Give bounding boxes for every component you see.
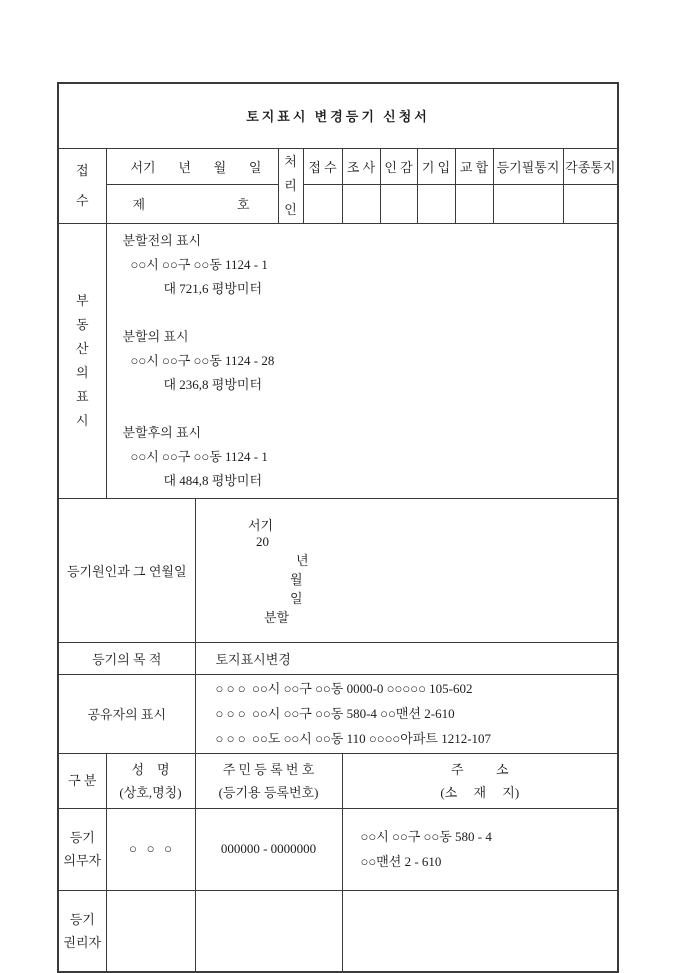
process-cell-entry (417, 184, 455, 223)
coowner-lines (196, 676, 618, 751)
coowner-line: ○ ○ ○ ○○시 ○○구 ○○동 580-4 ○○맨션 2-610 (215, 706, 455, 721)
number-suffix-label: 호 (236, 197, 250, 212)
header-registration-number: 주 민 등 록 번 호 (등기용 등록번호) (195, 753, 342, 808)
post-division-area: 대 484,8 평방미터 (163, 472, 263, 488)
cause-year-number: 20 (256, 533, 269, 549)
pre-division-area: 대 721,6 평방미터 (163, 280, 263, 296)
process-cell-examination (342, 184, 380, 223)
process-cell-seal (380, 184, 417, 223)
coowner-value-cell (195, 674, 618, 753)
process-col-completion-notice: 등기필통지 (493, 148, 563, 184)
receipt-label: 접 수 (75, 162, 89, 208)
header-category: 구 분 (58, 753, 106, 808)
process-col-receipt: 접 수 (303, 148, 342, 184)
cause-label: 등기원인과 그 연월일 (58, 498, 195, 642)
number-prefix-label: 제 (132, 197, 146, 212)
month-label: 월 (213, 159, 227, 175)
pre-division-block (107, 229, 618, 301)
process-col-examination: 조 사 (342, 148, 380, 184)
obligor-registration-number: 000000 - 0000000 (195, 808, 342, 890)
receipt-number-row (107, 194, 278, 213)
obligor-address-cell (342, 808, 618, 890)
cause-day-unit: 일 (290, 590, 303, 606)
obligor-address: ○○시 ○○구 ○○동 580 - 4 ○○맨션 2 - 610 (360, 829, 492, 869)
receipt-date-cell (106, 148, 278, 184)
cause-value-row (196, 499, 618, 642)
process-cell-receipt (303, 184, 342, 223)
coowner-line: ○ ○ ○ ○○도 ○○시 ○○동 110 ○○○○아파트 1212-107 (215, 731, 492, 746)
coowner-line: ○ ○ ○ ○○시 ○○구 ○○동 0000-0 ○○○○○ 105-602 (215, 681, 473, 696)
property-label: 부 동 산 의 표 시 (75, 292, 89, 428)
receipt-number-cell (106, 184, 278, 223)
property-content-cell (106, 223, 618, 498)
form-title: 토지표시 변경등기 신청서 (58, 83, 618, 148)
obligee-label: 등기 권리자 (58, 890, 106, 972)
purpose-value-cell (195, 642, 618, 674)
era-label: 서기 (130, 159, 156, 175)
processor-label-cell (278, 148, 303, 223)
process-cell-collation (455, 184, 493, 223)
process-cell-completion-notice (493, 184, 563, 223)
coowner-label: 공유자의 표시 (58, 674, 195, 753)
day-label: 일 (248, 159, 262, 175)
purpose-label: 등기의 목 적 (58, 642, 195, 674)
cause-year-unit: 년 (296, 552, 309, 568)
post-division-heading: 분할후의 표시 (122, 424, 202, 440)
year-label: 년 (178, 159, 191, 175)
division-address: ○○시 ○○구 ○○동 1124 - 28 (130, 352, 275, 368)
property-label-cell (58, 223, 106, 498)
pre-division-address: ○○시 ○○구 ○○동 1124 - 1 (130, 256, 268, 272)
obligor-label: 등기 의무자 (58, 808, 106, 890)
obligee-registration-number (195, 890, 342, 972)
processor-label: 처 리 인 (284, 153, 297, 217)
post-division-block (107, 421, 618, 493)
receipt-label-cell (58, 148, 106, 223)
process-col-entry: 기 입 (417, 148, 455, 184)
cause-text: 분할 (264, 609, 290, 625)
cause-era: 서기 (248, 517, 274, 533)
pre-division-heading: 분할전의 표시 (122, 232, 202, 248)
process-col-various-notices: 각종통지 (563, 148, 618, 184)
post-division-address: ○○시 ○○구 ○○동 1124 - 1 (130, 448, 268, 464)
purpose-value: 토지표시변경 (215, 651, 291, 667)
process-cell-various-notices (563, 184, 618, 223)
process-col-collation: 교 합 (455, 148, 493, 184)
cause-value-cell (195, 498, 618, 642)
division-area: 대 236,8 평방미터 (163, 376, 263, 392)
receipt-date-row (107, 157, 278, 176)
registration-application-form (57, 82, 619, 973)
division-heading: 분할의 표시 (122, 328, 189, 344)
process-col-seal: 인 감 (380, 148, 417, 184)
header-address: 주 소 (소 재 지) (342, 753, 618, 808)
obligee-address-cell (342, 890, 618, 972)
header-name: 성 명 (상호,명칭) (106, 753, 195, 808)
obligor-name: ○ ○ ○ (106, 808, 195, 890)
obligee-name (106, 890, 195, 972)
division-block (107, 325, 618, 397)
cause-month-unit: 월 (290, 571, 303, 587)
